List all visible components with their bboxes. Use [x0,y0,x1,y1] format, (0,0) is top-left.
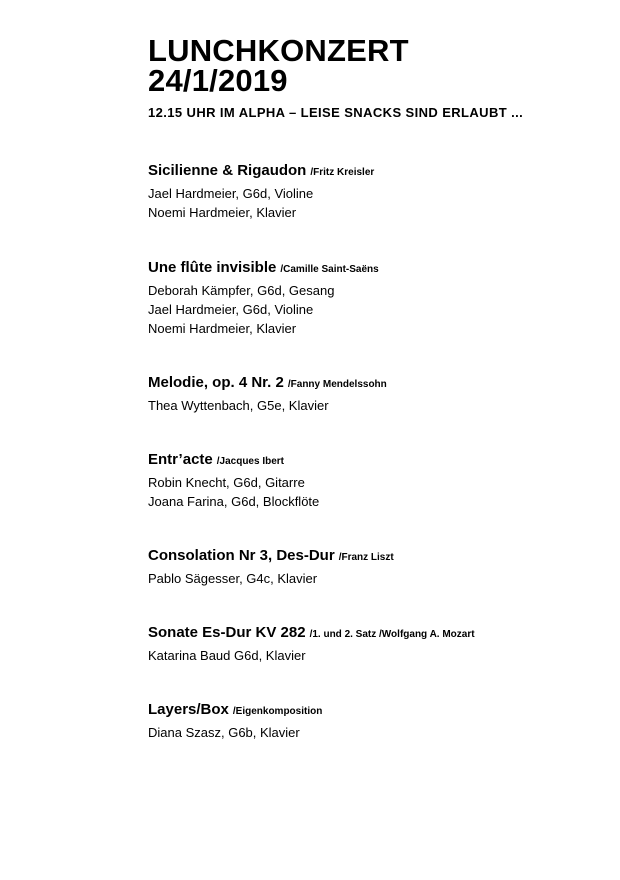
subtitle: 12.15 UHR IM ALPHA – LEISE SNACKS SIND ERLAUBT ... [148,105,524,120]
program-item-sicilienne [148,160,608,222]
piece-composer: /Franz Liszt [338,552,394,563]
piece-heading [148,160,608,184]
piece-composer: /Jacques Ibert [216,456,285,467]
piece-composer: /Eigenkomposition [232,706,323,717]
performer: Joana Farina, G6d, Blockflöte [148,494,320,509]
piece-composer: /1. und 2. Satz /Wolfgang A. Mozart [309,629,475,640]
piece-heading [148,699,608,723]
program-item-entracte [148,449,608,511]
piece-title: Melodie, op. 4 Nr. 2 [148,374,284,391]
piece-heading [148,622,608,646]
piece-title: Une flûte invisible [148,259,277,276]
performer: Diana Szasz, G6b, Klavier [148,725,300,740]
performer: Katarina Baud G6d, Klavier [148,648,306,663]
title-block [148,33,409,98]
performer: Noemi Hardmeier, Klavier [148,205,297,220]
performer: Pablo Sägesser, G4c, Klavier [148,571,318,586]
performer: Jael Hardmeier, G6d, Violine [148,302,314,317]
piece-title: Layers/Box [148,701,229,718]
piece-composer: /Camille Saint-Saëns [280,264,379,275]
program-item-consolation [148,545,608,588]
performer: Jael Hardmeier, G6d, Violine [148,186,314,201]
piece-title: Entr’acte [148,451,213,468]
program-item-layers-box [148,699,608,742]
performer: Robin Knecht, G6d, Gitarre [148,475,305,490]
piece-heading [148,449,608,473]
performer: Deborah Kämpfer, G6d, Gesang [148,283,335,298]
piece-title: Sonate Es-Dur KV 282 [148,624,306,641]
program-item-une-flute-invisible [148,257,608,338]
performer: Noemi Hardmeier, Klavier [148,321,297,336]
piece-composer: /Fanny Mendelssohn [287,379,387,390]
piece-title: Consolation Nr 3, Des-Dur [148,547,335,564]
piece-heading [148,545,608,569]
performer: Thea Wyttenbach, G5e, Klavier [148,398,329,413]
piece-composer: /Fritz Kreisler [310,167,375,178]
piece-title: Sicilienne & Rigaudon [148,162,307,179]
page-title: LUNCHKONZERT [148,33,409,68]
program-item-melodie [148,372,608,415]
piece-heading [148,372,608,396]
piece-heading [148,257,608,281]
program-item-sonate [148,622,608,665]
concert-date: 24/1/2019 [148,63,288,98]
